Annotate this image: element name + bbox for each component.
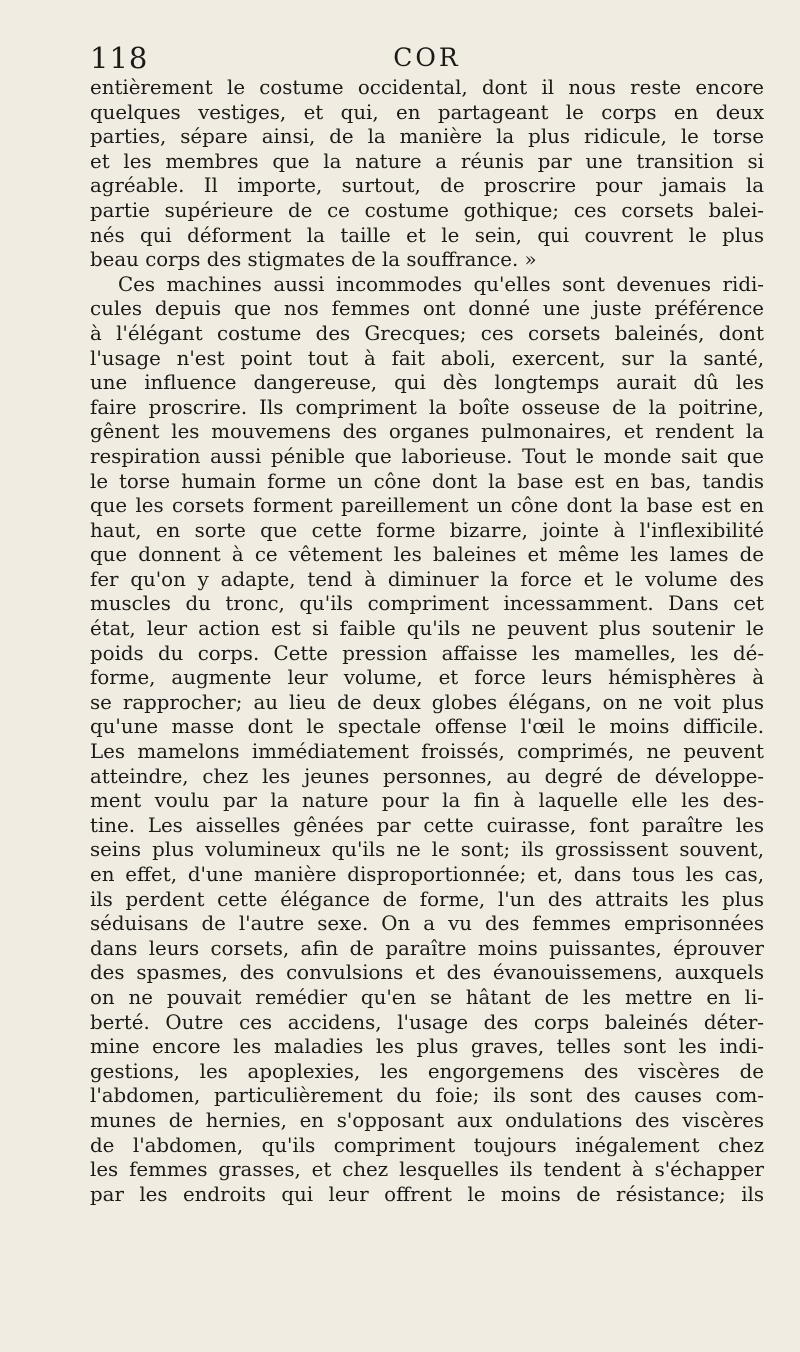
text-line: parties, sépare ainsi, de la manière la plus ridicule, le torse [90, 125, 764, 149]
text-line: que les corsets forment pareillement un cône dont la base est en [90, 494, 764, 518]
text-line: le torse humain forme un cône dont la base est en bas, tandis [90, 469, 764, 493]
text-line: ils perdent cette élégance de forme, l'un des attraits les plus [90, 887, 764, 911]
text-line: qu'une masse dont le spectale offense l'œil le moins difficile. [90, 715, 764, 739]
text-line: l'abdomen, particulièrement du foie; ils sont des causes com- [90, 1084, 764, 1108]
text-line: mine encore les maladies les plus graves, telles sont les indi- [90, 1035, 764, 1059]
text-line: quelques vestiges, et qui, en partageant le corps en deux [90, 100, 764, 124]
text-line: seins plus volumineux qu'ils ne le sont; ils grossissent souvent, [90, 838, 764, 862]
text-line: respiration aussi pénible que laborieuse. Tout le monde sait que [90, 444, 764, 468]
text-line: en effet, d'une manière disproportionnée; et, dans tous les cas, [90, 863, 764, 886]
text-line: beau corps des stigmates de la souffrance. » [90, 248, 537, 272]
text-line: poids du corps. Cette pression affaisse les mamelles, les dé- [90, 641, 764, 665]
text-line: l'usage n'est point tout à fait aboli, exercent, sur la santé, [90, 346, 764, 370]
text-line: à l'élégant costume des Grecques; ces corsets baleinés, dont [90, 321, 764, 345]
text-line: agréable. Il importe, surtout, de proscrire pour jamais la [90, 174, 764, 198]
text-line: faire proscrire. Ils compriment la boîte osseuse de la poitrine, [90, 395, 764, 419]
text-line: de l'abdomen, qu'ils compriment toujours inégalement chez [90, 1133, 764, 1157]
text-line: fer qu'on y adapte, tend à diminuer la force et le volume des [90, 567, 764, 591]
body-text [90, 76, 764, 1207]
text-line: état, leur action est si faible qu'ils ne peuvent plus soutenir le [90, 617, 764, 641]
text-line: par les endroits qui leur offrent le moins de résistance; ils [90, 1182, 764, 1206]
text-line: les femmes grasses, et chez lesquelles ils tendent à s'échapper [90, 1158, 764, 1182]
text-line: dans leurs corsets, afin de paraître moins puissantes, éprouver [90, 936, 764, 960]
text-line: séduisans de l'autre sexe. On a vu des femmes emprisonnées [90, 912, 764, 936]
text-line: cules depuis que nos femmes ont donné une juste préférence [90, 297, 764, 321]
text-line: tine. Les aisselles gênées par cette cuirasse, font paraître les [90, 813, 764, 837]
text-line: on ne pouvait remédier qu'en se hâtant de les mettre en li- [90, 985, 764, 1009]
text-line: et les membres que la nature a réunis par une transition si [90, 149, 764, 173]
text-line: partie supérieure de ce costume gothique; ces corsets balei- [90, 198, 764, 222]
text-line: ment voulu par la nature pour la fin à laquelle elle les des- [90, 789, 764, 813]
text-line: munes de hernies, en s'opposant aux ondulations des viscères [90, 1108, 764, 1132]
text-line: que donnent à ce vêtement les baleines et même les lames de [90, 543, 764, 567]
text-line: haut, en sorte que cette forme bizarre, jointe à l'inflexibilité [90, 518, 764, 542]
text-line: berté. Outre ces accidens, l'usage des corps baleinés déter- [90, 1010, 764, 1034]
text-line: gestions, les apoplexies, les engorgemens des viscères de [90, 1059, 764, 1083]
text-line: des spasmes, des convulsions et des évanouissemens, auxquels [90, 961, 764, 985]
paragraph-first-line: Ces machines aussi incommodes qu'elles sont devenues ridi- [118, 272, 764, 296]
text-line: muscles du tronc, qu'ils compriment incessamment. Dans cet [90, 592, 764, 616]
text-line: une influence dangereuse, qui dès longtemps aurait dû les [90, 371, 764, 395]
text-line: se rapprocher; au lieu de deux globes élégans, on ne voit plus [90, 690, 764, 714]
text-line: atteindre, chez les jeunes personnes, au degré de développe- [90, 764, 764, 788]
text-line: nés qui déforment la taille et le sein, qui couvrent le plus [90, 223, 764, 247]
page-header [90, 38, 764, 78]
text-line: forme, augmente leur volume, et force leurs hémisphères à [90, 666, 764, 690]
running-head: COR [393, 43, 461, 72]
page-number: 118 [90, 41, 149, 75]
text-line: entièrement le costume occidental, dont il nous reste encore [90, 76, 764, 99]
text-line: gênent les mouvemens des organes pulmonaires, et rendent la [90, 420, 764, 444]
text-line: Les mamelons immédiatement froissés, comprimés, ne peuvent [90, 740, 764, 764]
